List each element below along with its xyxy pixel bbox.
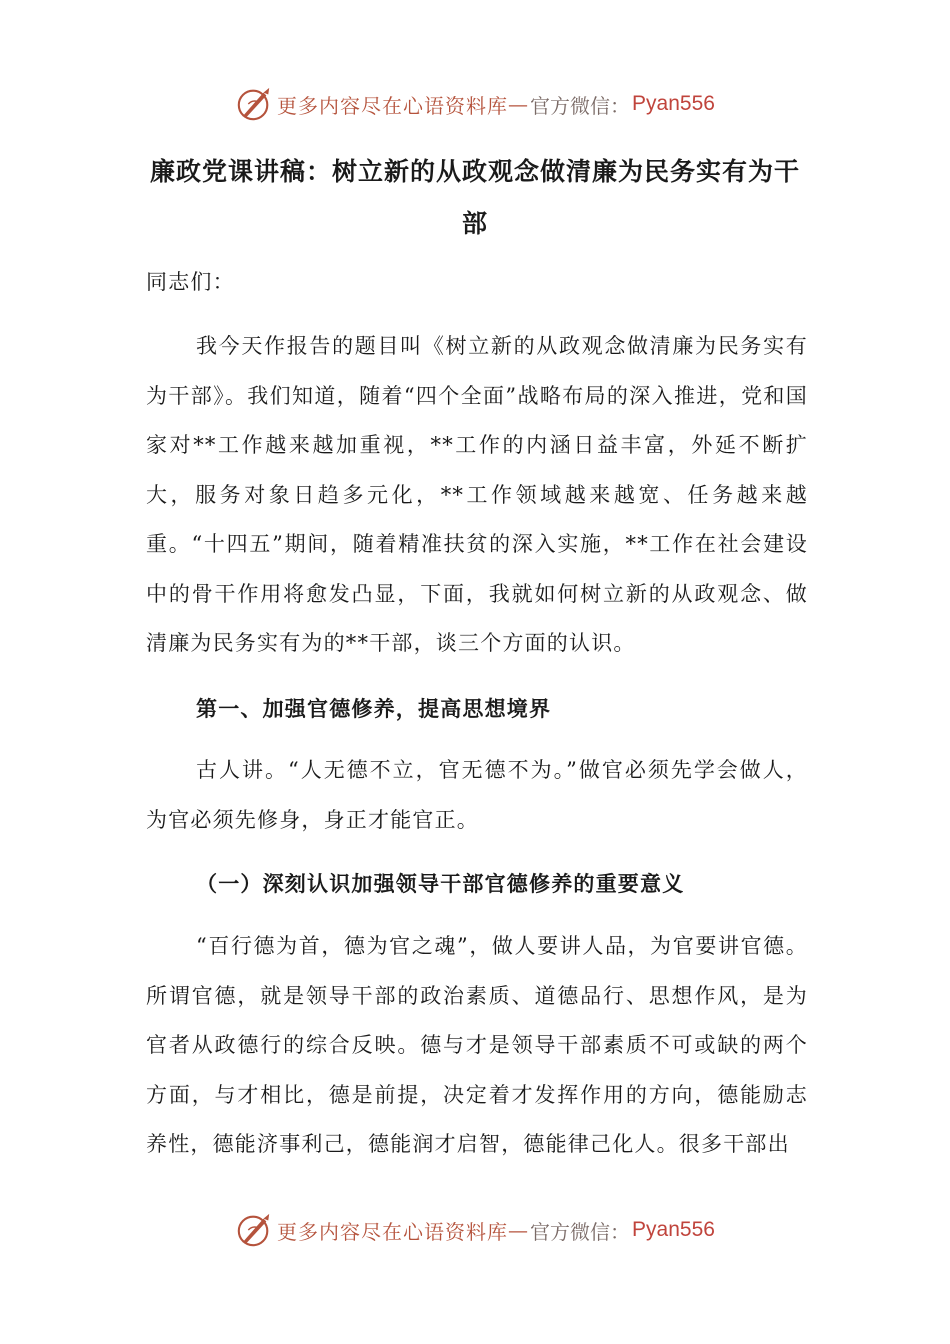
intro-paragraph: 我今天作报告的题目叫《树立新的从政观念做清廉为民务实有为干部》。我们知道，随着“四个全面”战略布局的深入推进，党和国家对**工作越来越加重视，**工作的内涵日益丰富，外延不断扩大，服务对象日趋多元化，**工作领域越来越宽、任务越来越重。“十四五”期间，随着精准扶贫的深入实施，**工作在社会建设中的骨干作用将愈发凸显，下面，我就如何树立新的从政观念、做清廉为民务实有为的**干部，谈三个方面的认识。: [146, 334, 808, 655]
quill-logo-icon: [235, 1211, 273, 1249]
salutation: 同志们：: [146, 270, 235, 294]
wechat-id: Pyan556: [632, 92, 715, 115]
wechat-id: Pyan556: [632, 1218, 715, 1241]
section-1-paragraph: 古人讲。“人无德不立，官无德不为。”做官必须先学会做人，为官必须先修身，身正才能官正。: [146, 758, 808, 832]
subsection-1-paragraph: “百行德为首，德为官之魂”，做人要讲人品，为官要讲官德。所谓官德，就是领导干部的政治素质、道德品行、思想作风，是为官者从政德行的综合反映。德与才是领导干部素质不可或缺的两个方面，与才相比，德是前提，决定着才发挥作用的方向，德能励志养性，德能济事利己，德能润才启智，德能律己化人。很多干部出: [146, 934, 808, 1156]
section-1-heading: 第一、加强官德修养，提高思想境界: [196, 696, 552, 721]
banner-text: 更多内容尽在心语资料库: [277, 93, 509, 118]
banner-separator: —: [508, 1218, 529, 1242]
banner-separator: —: [508, 92, 529, 116]
quill-logo-icon: [235, 85, 273, 123]
header-banner: [0, 82, 950, 126]
banner-text: 更多内容尽在心语资料库: [277, 1219, 509, 1244]
footer-banner: [0, 1208, 950, 1252]
subsection-1-heading: （一）深刻认识加强领导干部官德修养的重要意义: [196, 871, 685, 896]
document-title: 廉政党课讲稿：树立新的从政观念做清廉为民务实有为干部: [149, 157, 800, 238]
wechat-label: 官方微信：: [530, 1219, 631, 1244]
wechat-label: 官方微信：: [530, 93, 631, 118]
